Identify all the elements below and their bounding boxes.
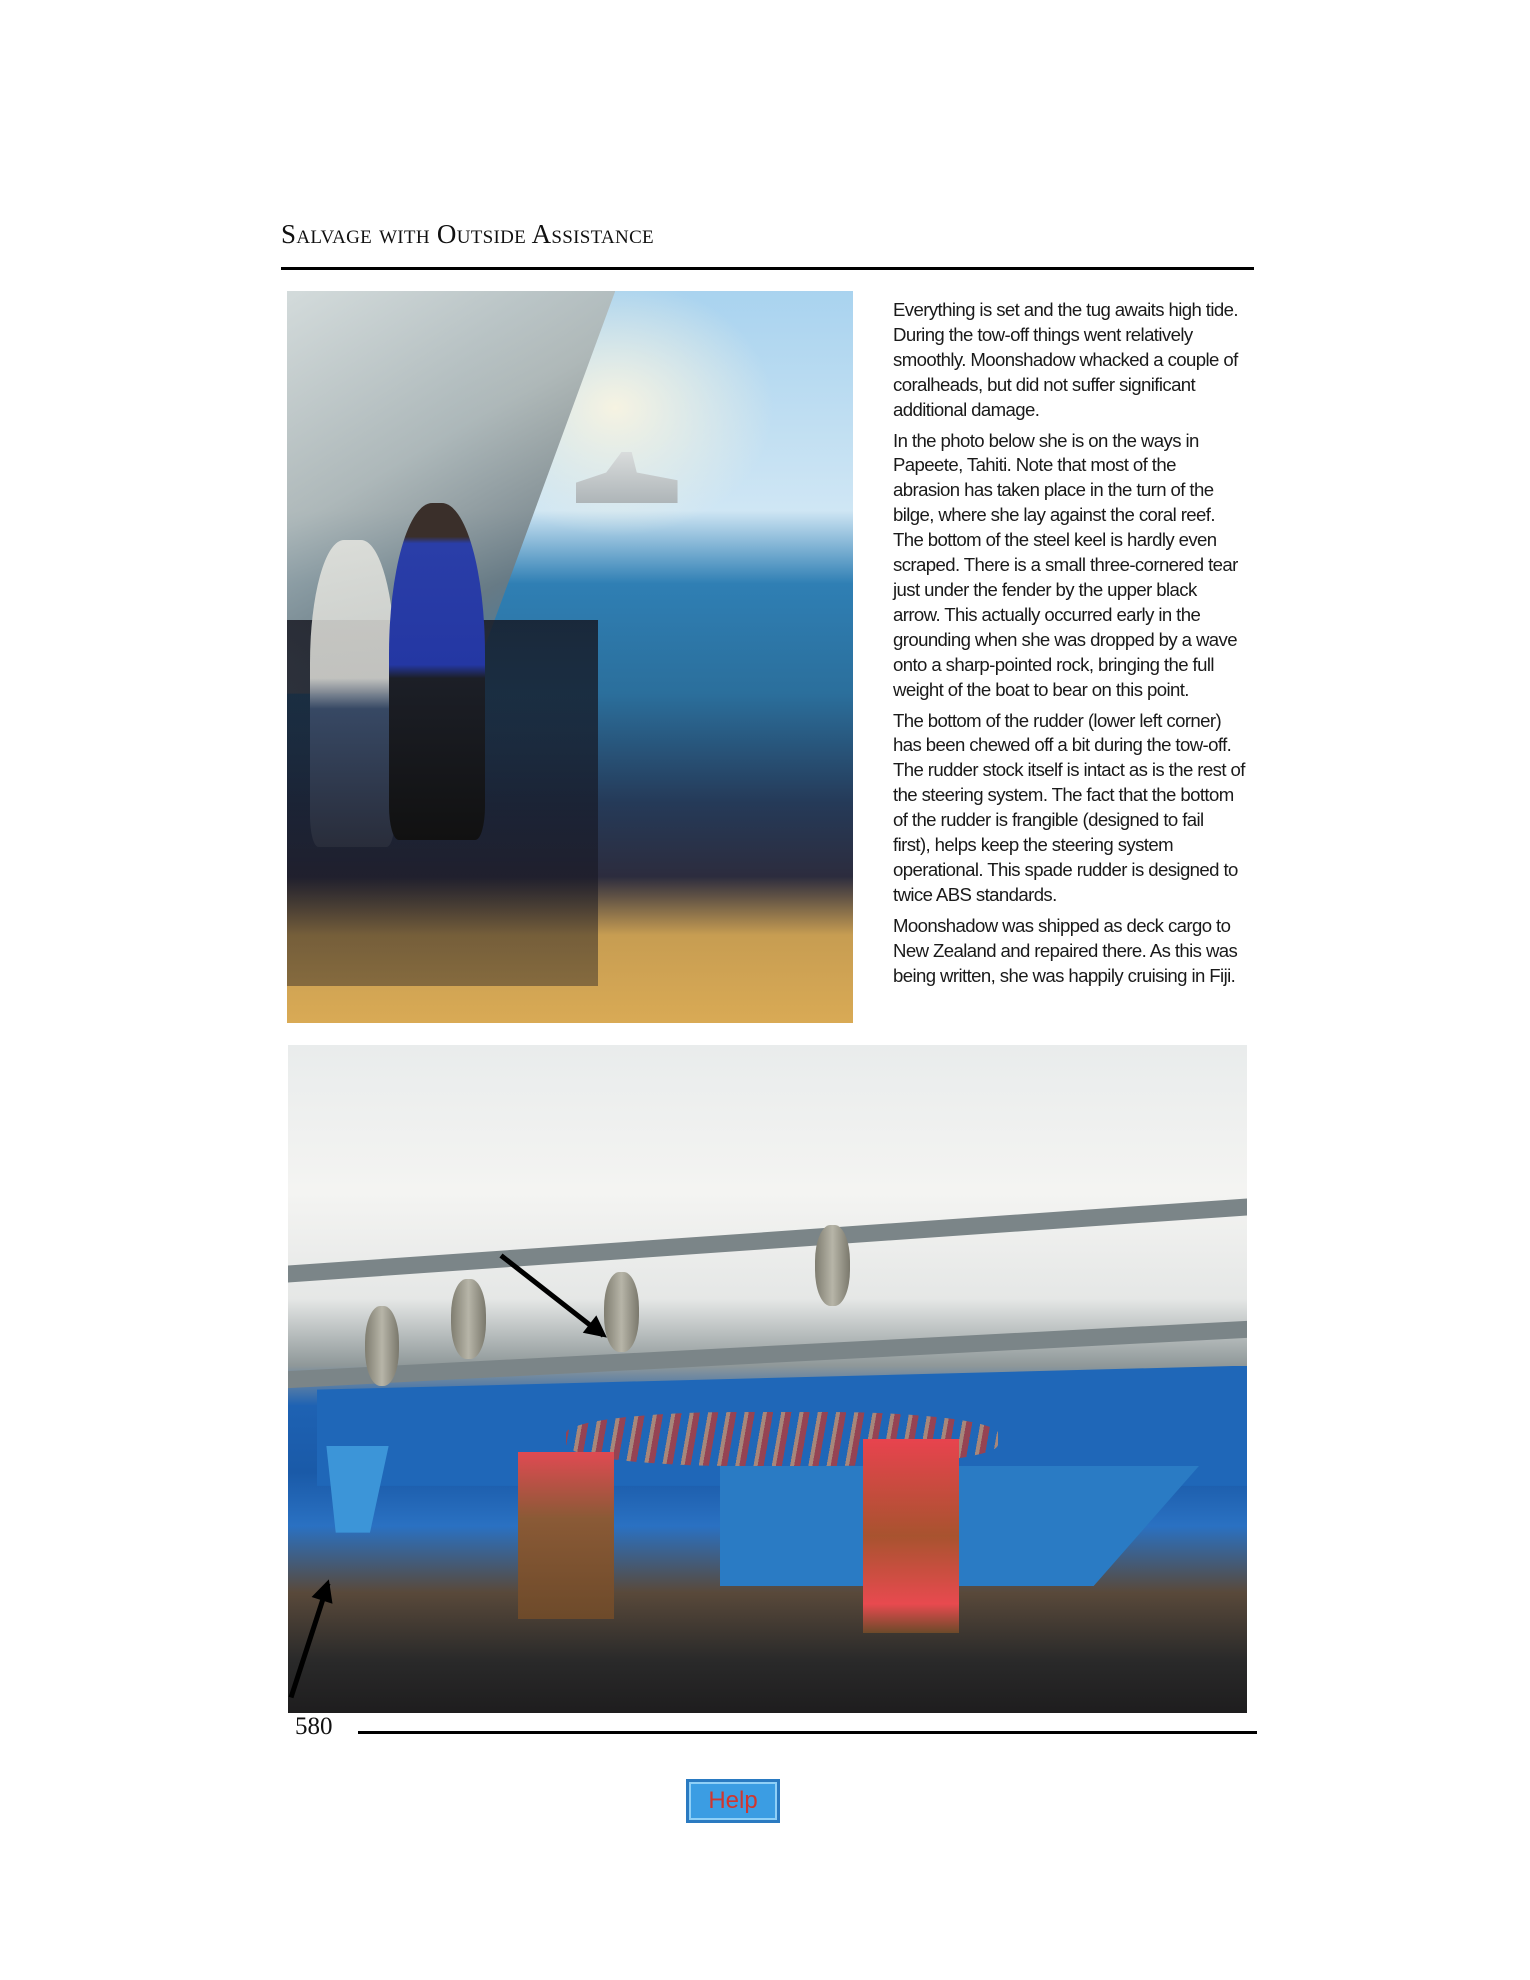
rudder (326, 1446, 388, 1533)
arrow-icon (499, 1254, 605, 1338)
fender (604, 1272, 639, 1352)
support-block (863, 1439, 959, 1633)
hull-stripe (288, 1199, 1247, 1283)
page-number: 580 (295, 1713, 333, 1740)
fender (815, 1225, 850, 1305)
paragraph: Moonshadow was shipped as deck cargo to New Zealand and repaired there. As this was being written, she was happily cruising in Fiji. (893, 914, 1238, 986)
paragraph: In the photo below she is on the ways in Papeete, Tahiti. Note that most of the abrasion has taken place in the turn of the bilge, where she lay against the coral reef. The bottom of the steel keel is hardly even scraped. There is a small three-cornered tear just under the fender by the upper black arrow. This actually occurred early in the grounding when she was dropped by a wave onto a sharp-pointed rock, bringing the full weight of the boat to bear on this point. (893, 429, 1238, 700)
person-blue-shirt (389, 503, 485, 840)
arrow-icon (289, 1583, 331, 1699)
header-rule (281, 267, 1254, 270)
person-white-shirt (310, 540, 395, 847)
paragraph: Everything is set and the tug awaits high tide. During the tow-off things went relatively smoothly. Moonshadow whacked a couple of coralheads, but did not suffer significant additional damage. (893, 299, 1238, 420)
page-title: Salvage with Outside Assistance (281, 219, 654, 249)
grounded-boat-photo (287, 291, 853, 1023)
paragraph: The bottom of the rudder (lower left corner) has been chewed off a bit during the tow-off. The rudder stock itself is intact as is the rest of the steering system. The fact that the bottom of the rudder is frangible (designed to fail first), helps keep the steering system operational. This spade rudder is designed to twice ABS standards. (893, 709, 1245, 905)
keel (720, 1466, 1200, 1586)
support-block (518, 1452, 614, 1619)
tug-boat (576, 452, 678, 503)
article-text (893, 298, 1245, 994)
boat-on-ways-photo (288, 1045, 1247, 1713)
help-button[interactable]: Help (686, 1779, 780, 1823)
fender (365, 1306, 400, 1386)
fender (451, 1279, 486, 1359)
footer-rule (358, 1731, 1257, 1734)
